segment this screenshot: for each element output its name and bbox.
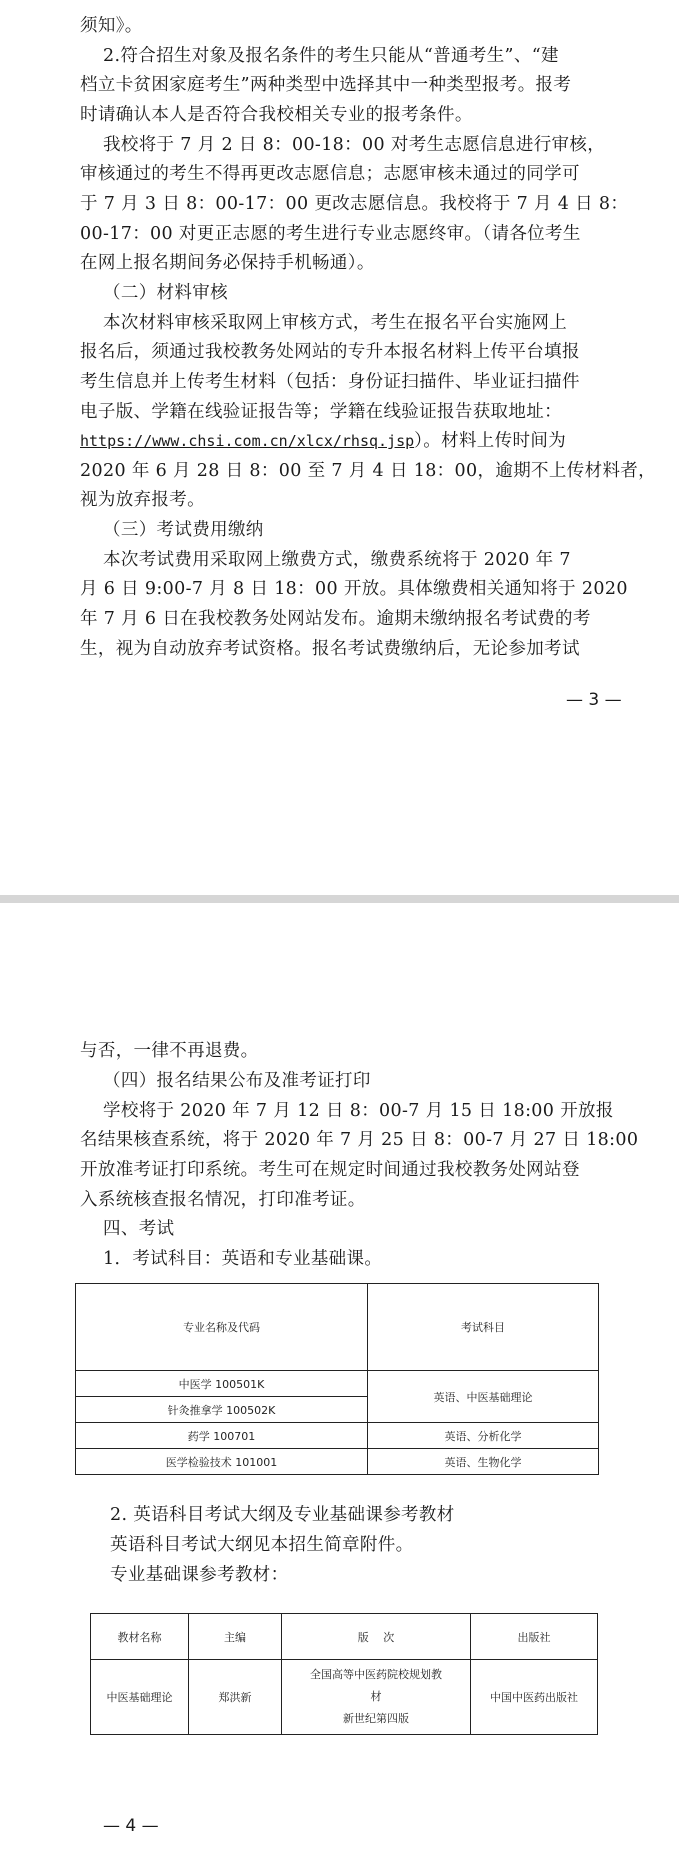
text-line: 专业基础课参考教材： xyxy=(110,1565,289,1585)
table-row xyxy=(91,1660,598,1735)
chsi-link[interactable]: https://www.chsi.com.cn/xlcx/rhsq.jsp xyxy=(80,432,415,450)
subject-cell: 英语、中医基础理论 xyxy=(368,1371,599,1423)
table-header-cell: 版 次 xyxy=(282,1614,471,1660)
table-row xyxy=(76,1371,599,1397)
text-line: 2020 年 6 月 28 日 8：00 至 7 月 4 日 18：00，逾期不上传材料者， xyxy=(80,461,656,481)
link-tail-text: ）。材料上传时间为 xyxy=(414,431,567,451)
edition-line: 新世纪第四版 xyxy=(343,1712,409,1725)
exam-subjects-table xyxy=(75,1283,599,1475)
subject-cell: 英语、生物化学 xyxy=(368,1449,599,1475)
section-heading: （二）材料审核 xyxy=(103,283,228,303)
table-row xyxy=(76,1449,599,1475)
text-line: 电子版、学籍在线验证报告等；学籍在线验证报告获取地址： xyxy=(80,402,562,422)
text-line: 在网上报名期间务必保持手机畅通）。 xyxy=(80,253,375,273)
page-4 xyxy=(0,903,679,1856)
text-line: 本次考试费用采取网上缴费方式，缴费系统将于 2020 年 7 xyxy=(103,550,571,570)
text-line: 视为放弃报考。 xyxy=(80,490,205,510)
edition-cell xyxy=(282,1660,471,1735)
text-line: 审核通过的考生不得再更改志愿信息；志愿审核未通过的同学可 xyxy=(80,164,580,184)
editor-cell: 郑洪新 xyxy=(189,1660,282,1735)
table-header-cell: 主编 xyxy=(189,1614,282,1660)
text-line: 我校将于 7 月 2 日 8：00-18：00 对考生志愿信息进行审核， xyxy=(103,135,606,155)
text-line: 报名后，须通过我校教务处网站的专升本报名材料上传平台填报 xyxy=(80,342,580,362)
major-cell: 药学 100701 xyxy=(76,1423,368,1449)
text-line: 00-17：00 对更正志愿的考生进行专业志愿终审。（请各位考生 xyxy=(80,224,581,244)
edition-line: 全国高等中医药院校规划教 xyxy=(310,1668,442,1681)
text-line: 名结果核查系统，将于 2020 年 7 月 25 日 8：00-7 月 27 日 18:00 xyxy=(80,1130,639,1150)
text-line xyxy=(80,429,566,453)
table-header-cell: 教材名称 xyxy=(91,1614,189,1660)
text-line: 与否，一律不再退费。 xyxy=(80,1041,259,1061)
text-line: 于 7 月 3 日 8：00-17：00 更改志愿信息。我校将于 7 月 4 日 8： xyxy=(80,194,629,214)
text-line: 年 7 月 6 日在我校教务处网站发布。逾期未缴纳报名考试费的考 xyxy=(80,609,591,629)
section-heading: （三）考试费用缴纳 xyxy=(103,520,264,540)
text-line: 开放准考证打印系统。考生可在规定时间通过我校教务处网站登 xyxy=(80,1160,580,1180)
major-cell: 中医学 100501K xyxy=(76,1371,368,1397)
text-line: 2.符合招生对象及报名条件的考生只能从“普通考生”、“建 xyxy=(103,46,559,66)
page-separator xyxy=(0,895,679,903)
subject-cell: 英语、分析化学 xyxy=(368,1423,599,1449)
table-header-row xyxy=(91,1614,598,1660)
table-header-cell: 出版社 xyxy=(471,1614,598,1660)
table-header-row xyxy=(76,1284,599,1371)
page-3 xyxy=(0,0,679,895)
text-line: 1．考试科目：英语和专业基础课。 xyxy=(103,1249,383,1269)
text-line: 须知》。 xyxy=(80,16,143,36)
text-line: 考生信息并上传考生材料（包括：身份证扫描件、毕业证扫描件 xyxy=(80,372,580,392)
text-line: 学校将于 2020 年 7 月 12 日 8：00-7 月 15 日 18:00 开放报 xyxy=(103,1101,614,1121)
major-cell: 针灸推拿学 100502K xyxy=(76,1397,368,1423)
edition-line: 材 xyxy=(370,1690,382,1703)
section-heading: 四、考试 xyxy=(103,1219,175,1239)
text-line: 本次材料审核采取网上审核方式，考生在报名平台实施网上 xyxy=(103,313,568,333)
publisher-cell: 中国中医药出版社 xyxy=(471,1660,598,1735)
table-row xyxy=(76,1423,599,1449)
page-number: — 4 — xyxy=(103,1816,159,1836)
text-line: 时请确认本人是否符合我校相关专业的报考条件。 xyxy=(80,105,473,125)
text-line: 2. 英语科目考试大纲及专业基础课参考教材 xyxy=(110,1505,455,1525)
text-line: 英语科目考试大纲见本招生简章附件。 xyxy=(110,1535,414,1555)
book-name-cell: 中医基础理论 xyxy=(91,1660,189,1735)
major-cell: 医学检验技术 101001 xyxy=(76,1449,368,1475)
table-header-cell: 考试科目 xyxy=(368,1284,599,1371)
text-line: 入系统核查报名情况，打印准考证。 xyxy=(80,1190,366,1210)
table-header-cell: 专业名称及代码 xyxy=(76,1284,368,1371)
textbook-table xyxy=(90,1613,598,1735)
text-line: 生，视为自动放弃考试资格。报名考试费缴纳后，无论参加考试 xyxy=(80,639,580,659)
text-line: 档立卡贫困家庭考生”两种类型中选择其中一种类型报考。报考 xyxy=(80,75,572,95)
page-number: — 3 — xyxy=(566,690,622,710)
text-line: 月 6 日 9:00-7 月 8 日 18：00 开放。具体缴费相关通知将于 2020 xyxy=(80,579,628,599)
section-heading: （四）报名结果公布及准考证打印 xyxy=(103,1071,371,1091)
